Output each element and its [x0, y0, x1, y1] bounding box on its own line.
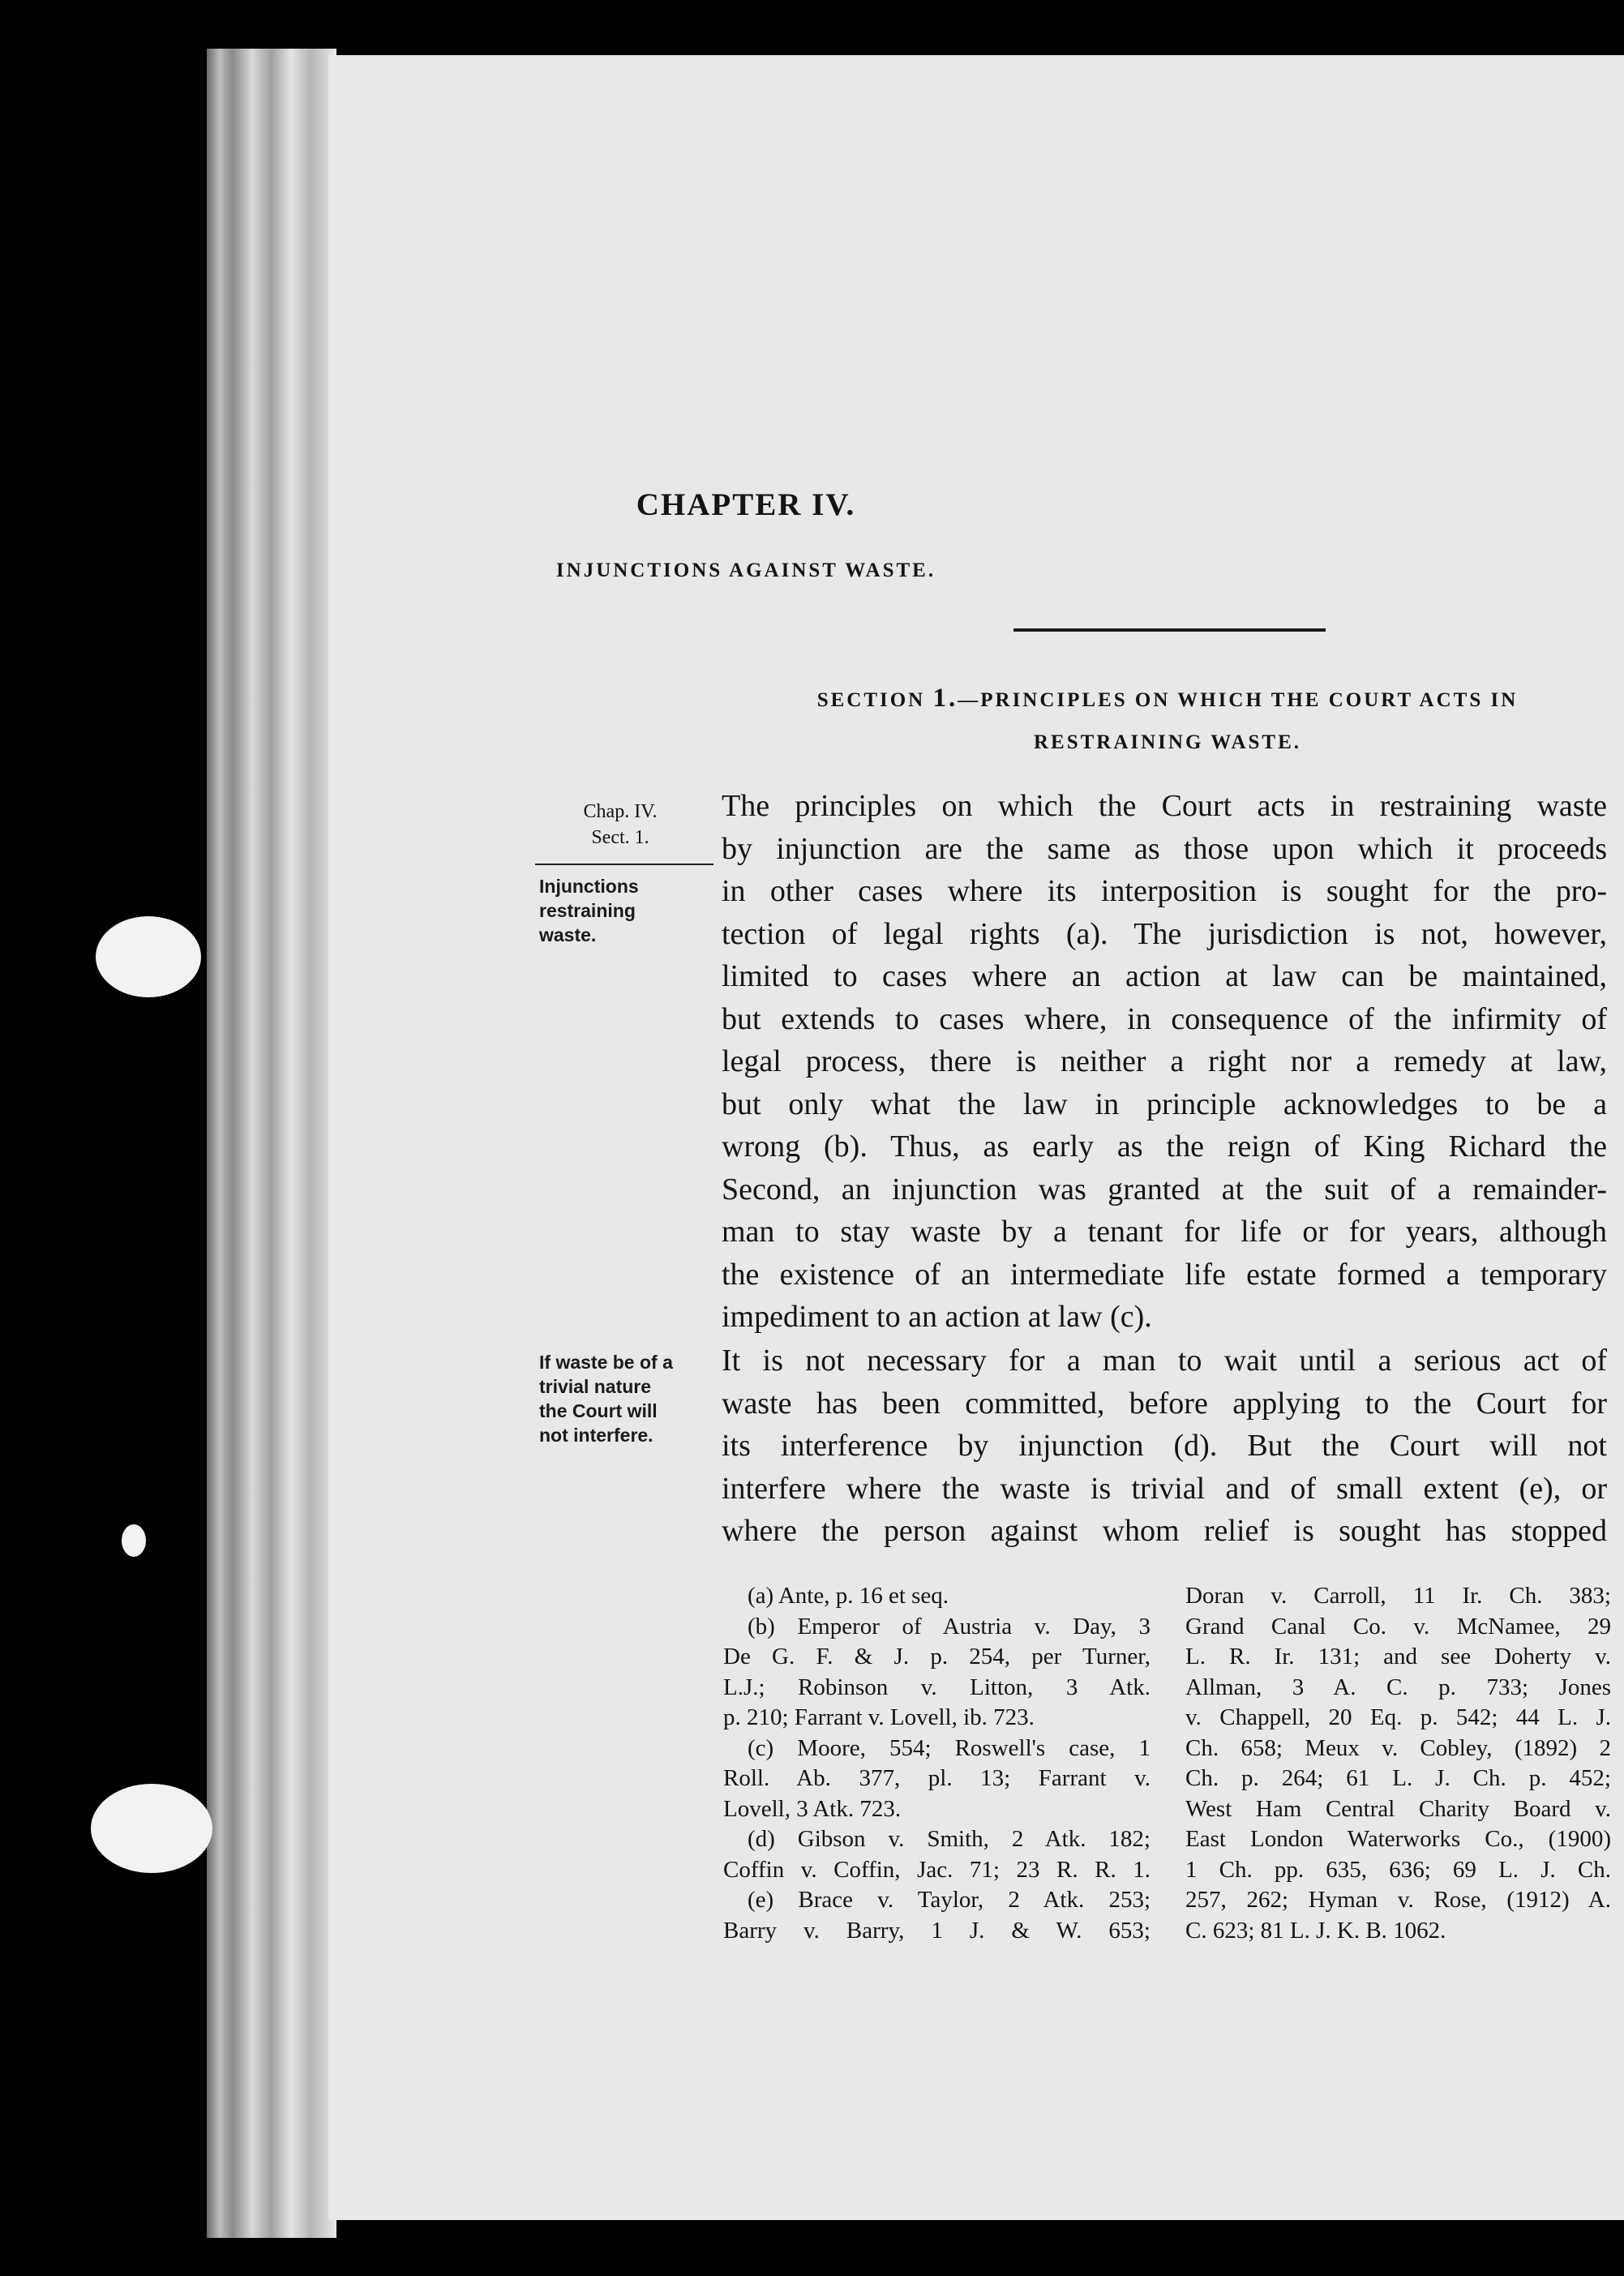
margin-rule: [535, 864, 713, 865]
chapter-divider: [1013, 628, 1326, 632]
footnotes-column-2: Doran v. Carroll, 11 Ir. Ch. 383; Grand Canal Co. v. McNamee, 29 L. R. Ir. 131; and see Doherty v. Allman, 3 A. C. p. 733; Jones v. Chappell, 20 Eq. p. 542; 44 L. J. Ch. 658; Meux v. Cobley, (1892) 2 Ch. p. 264; 61 L. J. Ch. p. 452; West Ham Central Charity Board v. East London Waterworks Co., (1900) 1 Ch. pp. 635, 636; 69 L. J. Ch. 257, 262; Hyman v. Rose, (1912) A. C. 623; 81 L. J. K. B. 1062.: [1185, 1583, 1611, 1944]
chapter-subtitle: INJUNCTIONS AGAINST WASTE.: [555, 559, 936, 581]
section-heading-line1: SECTION 1.—PRINCIPLES ON WHICH THE COURT ACTS IN: [816, 684, 1519, 713]
section-heading-line2: RESTRAINING WASTE.: [1033, 731, 1301, 753]
margin-note-injunctions: Injunctions restraining waste.: [539, 876, 639, 945]
margin-note-trivial-waste: If waste be of a trivial nature the Court will not interfere.: [539, 1352, 673, 1446]
paragraph-trivial-waste: It is not necessary for a man to wait until a serious act of waste has been committed, before applying to the Court for its interference by injunction (d). But the Court will not interfere where the waste is trivial and of small extent (e), or where the person against whom relief is sought has stopped: [722, 1344, 1607, 1548]
margin-chapter-reference: Chap. IV. Sect. 1.: [583, 801, 658, 848]
paper-blemish: [91, 1784, 212, 1873]
paper-blemish: [122, 1524, 146, 1557]
paper-blemish: [96, 916, 201, 997]
book-page-edge: [207, 49, 336, 2238]
footnotes-column-1: (a) Ante, p. 16 et seq. (b) Emperor of Austria v. Day, 3 De G. F. & J. p. 254, per Turner, L.J.; Robinson v. Litton, 3 Atk. p. 210; Farrant v. Lovell, ib. 723. (c) Moore, 554; Roswell's case, 1 Roll. Ab. 377, pl. 13; Farrant v. Lovell, 3 Atk. 723. (d) Gibson v. Smith, 2 Atk. 182; Coffin v. Coffin, Jac. 71; 23 R. R. 1. (e) Brace v. Taylor, 2 Atk. 253; Barry v. Barry, 1 J. & W. 653;: [723, 1583, 1151, 1944]
paragraph-principles: The principles on which the Court acts in restraining waste by injunction are the same as those upon which it proceeds in other cases where its interposition is sought for the pro- tection of legal rights (a). The jurisdiction is not, however, limited to cases where an action at law can be maintained, but extends to cases where, in consequence of the infirmity of legal process, there is neither a right nor a remedy at law, but only what the law in principle acknowledges to be a wrong (b). Thus, as early as the reign of King Richard the Second, an injunction was granted at the suit of a remainder- man to stay waste by a tenant for life or for years, although the existence of an intermediate life estate formed a temporary impediment to an action at law (c).: [722, 789, 1607, 1334]
chapter-title: CHAPTER IV.: [636, 487, 856, 522]
section-heading: [713, 677, 1624, 764]
